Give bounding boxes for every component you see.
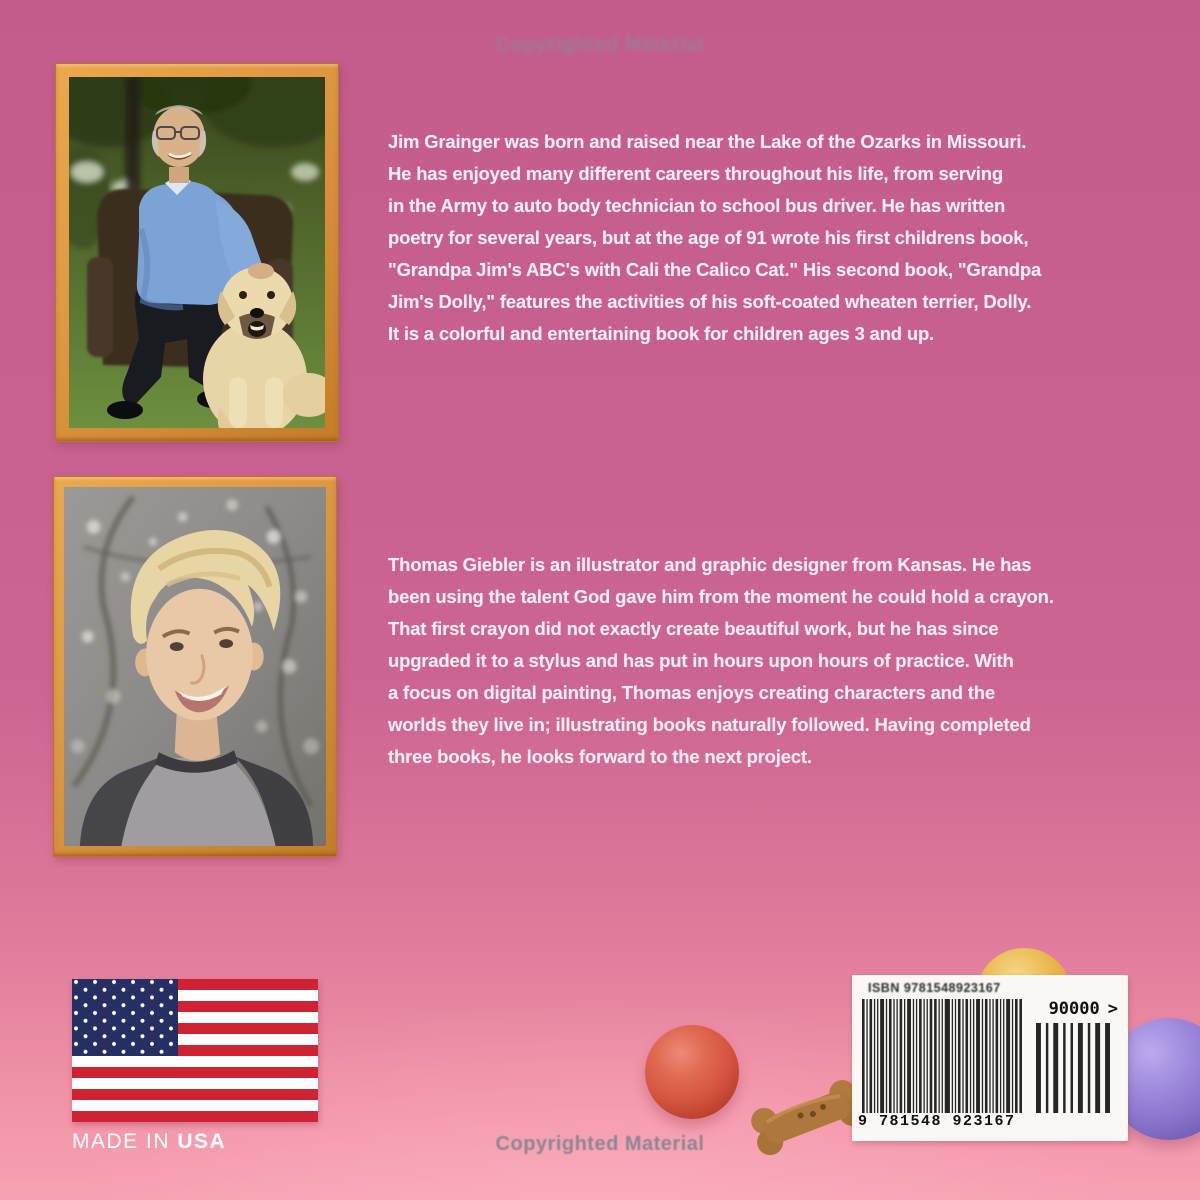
bio-line: three books, he looks forward to the next project. bbox=[388, 746, 812, 767]
barcode-price-code bbox=[1022, 999, 1118, 1019]
isbn-label: ISBN 9781548923167 bbox=[868, 981, 1001, 995]
made-in-text: MADE IN bbox=[72, 1130, 171, 1153]
thomas-bio bbox=[388, 549, 1054, 773]
bio-line: upgraded it to a stylus and has put in hours upon hours of practice. With bbox=[388, 650, 1014, 671]
barcode-supplemental-bars bbox=[1036, 1023, 1110, 1113]
bio-line: worlds they live in; illustrating books naturally followed. Having completed bbox=[388, 714, 1031, 735]
bio-line: Thomas Giebler is an illustrator and graphic designer from Kansas. He has bbox=[388, 554, 1032, 575]
jim-photo-illustration bbox=[69, 77, 325, 428]
bio-line: a focus on digital painting, Thomas enjoys creating characters and the bbox=[388, 682, 995, 703]
copyright-watermark-top: Copyrighted Material bbox=[495, 34, 705, 56]
thomas-photo bbox=[64, 487, 326, 846]
jim-bio bbox=[388, 126, 1041, 350]
barcode-main-bars bbox=[862, 999, 1022, 1113]
jim-photo bbox=[69, 77, 325, 428]
bio-line: in the Army to auto body technician to school bus driver. He has written bbox=[388, 195, 1006, 216]
bio-line: That first crayon did not exactly create beautiful work, but he has since bbox=[388, 618, 999, 639]
flag-stars-canton bbox=[72, 979, 178, 1056]
usa-text: USA bbox=[177, 1130, 227, 1153]
price-arrow: > bbox=[1107, 999, 1118, 1019]
jim-photo-frame bbox=[55, 63, 339, 442]
thomas-photo-illustration bbox=[64, 487, 326, 846]
isbn-digits: 9 781548 923167 bbox=[858, 1113, 1016, 1130]
bio-line: "Grandpa Jim's ABC's with Cali the Calico Cat." His second book, "Grandpa bbox=[388, 259, 1042, 280]
bio-line: It is a colorful and entertaining book for children ages 3 and up. bbox=[388, 323, 934, 344]
thomas-photo-frame bbox=[53, 476, 337, 857]
us-flag bbox=[72, 979, 318, 1122]
barcode-panel bbox=[852, 975, 1128, 1141]
red-ball bbox=[645, 1025, 739, 1119]
bio-line: Jim Grainger was born and raised near the Lake of the Ozarks in Missouri. bbox=[388, 131, 1027, 152]
bio-line: been using the talent God gave him from the moment he could hold a crayon. bbox=[388, 586, 1054, 607]
copyright-watermark-bottom: Copyrighted Material bbox=[495, 1133, 705, 1155]
bio-line: Jim's Dolly," features the activities of his soft-coated wheaten terrier, Dolly. bbox=[388, 291, 1032, 312]
price-code-text: 90000 bbox=[1048, 999, 1100, 1019]
bio-line: He has enjoyed many different careers throughout his life, from serving bbox=[388, 163, 1003, 184]
bio-line: poetry for several years, but at the age of 91 wrote his first childrens book, bbox=[388, 227, 1029, 248]
